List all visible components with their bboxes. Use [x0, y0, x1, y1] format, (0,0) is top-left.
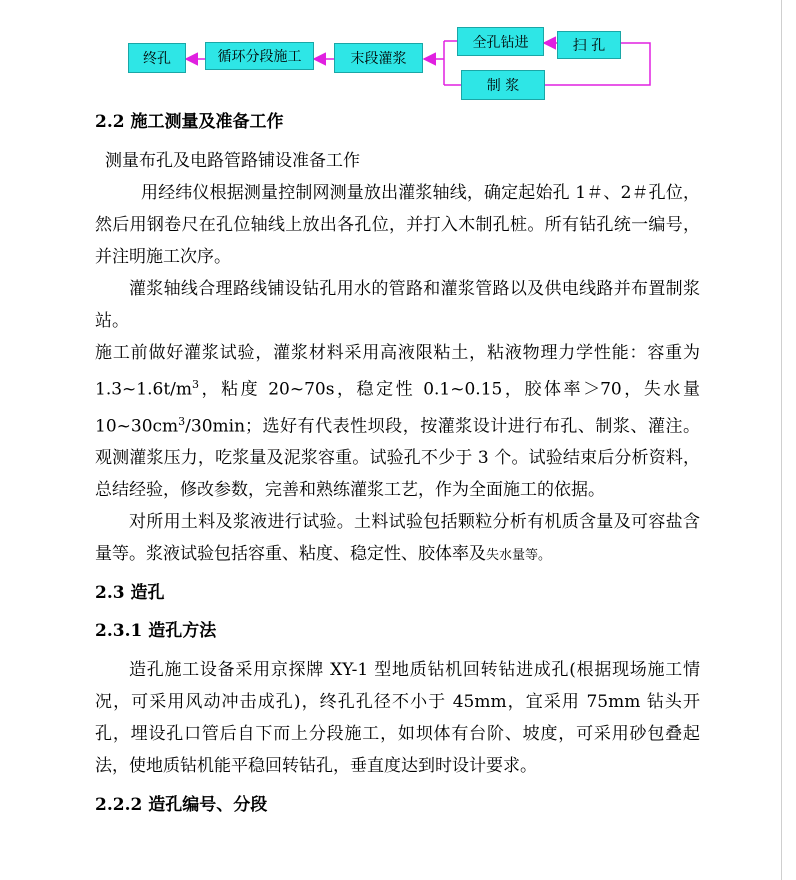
heading-2-3-1: 2.3.1 造孔方法 [95, 621, 217, 642]
superscript-1: 3 [192, 378, 199, 391]
superscript-2: 3 [178, 414, 186, 428]
box-sweep-hole: 扫 孔 [557, 31, 621, 59]
page-edge-line [781, 0, 782, 880]
box-slurry-making: 制 浆 [461, 70, 545, 100]
box-full-drilling: 全孔钻进 [457, 27, 544, 56]
paragraph-grout-test [95, 337, 700, 506]
heading-2-3: 2.3 造孔 [95, 583, 165, 604]
grout-test-part1: 施工前做好灌浆试验，灌浆材料采用高液限粘土，粘液物理力学性能：容重为 1.3~1.6t/m [95, 343, 700, 400]
material-test-small: 失水量等。 [486, 548, 552, 564]
grout-test-part2: ，粘度 20~70s，稳定性 0.1~0.15，胶体率＞70，失水量 10~30cm [95, 379, 700, 437]
paragraph-drilling-method: 造孔施工设备采用京探牌 XY-1 型地质钻机回转钻进成孔(根据现场施工情况，可采用风动冲击成孔)，终孔孔径不小于 45mm，宜采用 75mm 钻头开孔，埋设孔口管后自下而上分段施工，如坝体有台阶、坡度，可采用砂包叠起法，使地质钻机能平稳回转钻孔，垂直度达到时设计要求。 [95, 660, 700, 777]
heading-2-2-2: 2.2.2 造孔编号、分段 [95, 795, 268, 816]
box-end-hole: 终孔 [128, 43, 186, 73]
grout-test-part3: /30min；选好有代表性坝段，按灌浆设计进行布孔、制浆、灌注。观测灌浆压力，吃浆量及泥浆容重。试验孔不少于 3 个。试验结束后分析资料，总结经验，修改参数，完善和熟练灌浆工艺，作为全面施工的依据。 [95, 416, 700, 501]
paragraph-survey: 用经纬仪根据测量控制网测量放出灌浆轴线，确定起始孔 1＃、2＃孔位，然后用钢卷尺在孔位轴线上放出各孔位，并打入木制孔桩。所有钻孔统一编号，并注明施工次序。 [95, 183, 700, 267]
heading-2-2: 2.2 施工测量及准备工作 [95, 112, 284, 132]
box-final-grouting: 末段灌浆 [334, 43, 423, 73]
paragraph-pipelines: 灌浆轴线合理路线铺设钻孔用水的管路和灌浆管路以及供电线路并布置制浆站。 [95, 279, 700, 331]
document-body [95, 105, 700, 822]
grouting-flowchart [0, 0, 796, 110]
material-test-text: 对所用土料及浆液进行试验。土料试验包括颗粒分析有机质含量及可容盐含量等。浆液试验包括容重、粘度、稳定性、胶体率及 [95, 512, 700, 565]
paragraph-material-test [95, 506, 700, 572]
subheading-survey: 测量布孔及电路管路铺设准备工作 [105, 151, 360, 171]
box-cycle-construction: 循环分段施工 [205, 42, 314, 70]
